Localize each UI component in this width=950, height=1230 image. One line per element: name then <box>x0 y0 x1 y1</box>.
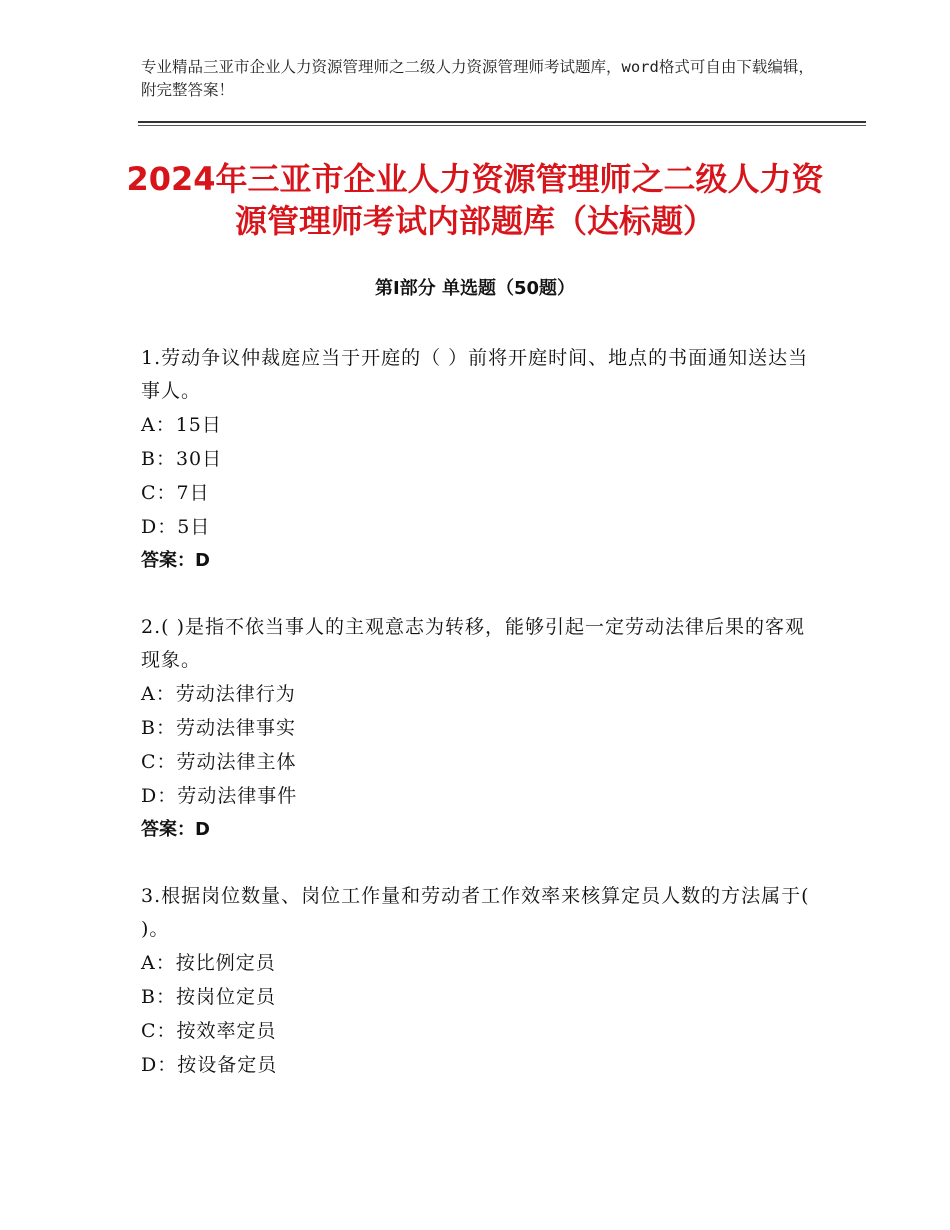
question-stem: 3.根据岗位数量、岗位工作量和劳动者工作效率来核算定员人数的方法属于( )。 <box>141 885 810 940</box>
option-c: C：按效率定员 <box>141 1020 277 1042</box>
option-b: B：30日 <box>141 448 223 470</box>
option-a: A：按比例定员 <box>141 952 276 974</box>
header-divider-thick <box>138 121 866 123</box>
section-title: 第Ⅰ部分 单选题（50题） <box>374 278 575 299</box>
option-b: B：按岗位定员 <box>141 986 276 1008</box>
question-3 <box>141 880 811 1082</box>
option-c: C：劳动法律主体 <box>141 751 297 773</box>
question-2 <box>141 611 811 847</box>
option-b: B：劳动法律事实 <box>141 717 296 739</box>
question-1 <box>141 342 811 578</box>
answer: 答案：D <box>141 550 210 571</box>
header-divider-thin <box>138 125 866 126</box>
option-a: A：劳动法律行为 <box>141 683 296 705</box>
question-stem: 2.( )是指不依当事人的主观意志为转移，能够引起一定劳动法律后果的客观现象。 <box>141 616 805 671</box>
option-d: D：按设备定员 <box>141 1054 278 1076</box>
document-title: 2024年三亚市企业人力资源管理师之二级人力资源管理师考试内部题库（达标题） <box>126 160 824 240</box>
answer: 答案：D <box>141 819 210 840</box>
question-stem: 1.劳动争议仲裁庭应当于开庭的（ ）前将开庭时间、地点的书面通知送达当事人。 <box>141 347 809 402</box>
question-list <box>141 342 811 1115</box>
option-d: D：劳动法律事件 <box>141 785 298 807</box>
header-note: 专业精品三亚市企业人力资源管理师之二级人力资源管理师考试题库，word格式可自由下载编辑，附完整答案！ <box>141 58 814 99</box>
option-c: C：7日 <box>141 482 210 504</box>
option-d: D：5日 <box>141 516 211 538</box>
option-a: A：15日 <box>141 414 222 436</box>
